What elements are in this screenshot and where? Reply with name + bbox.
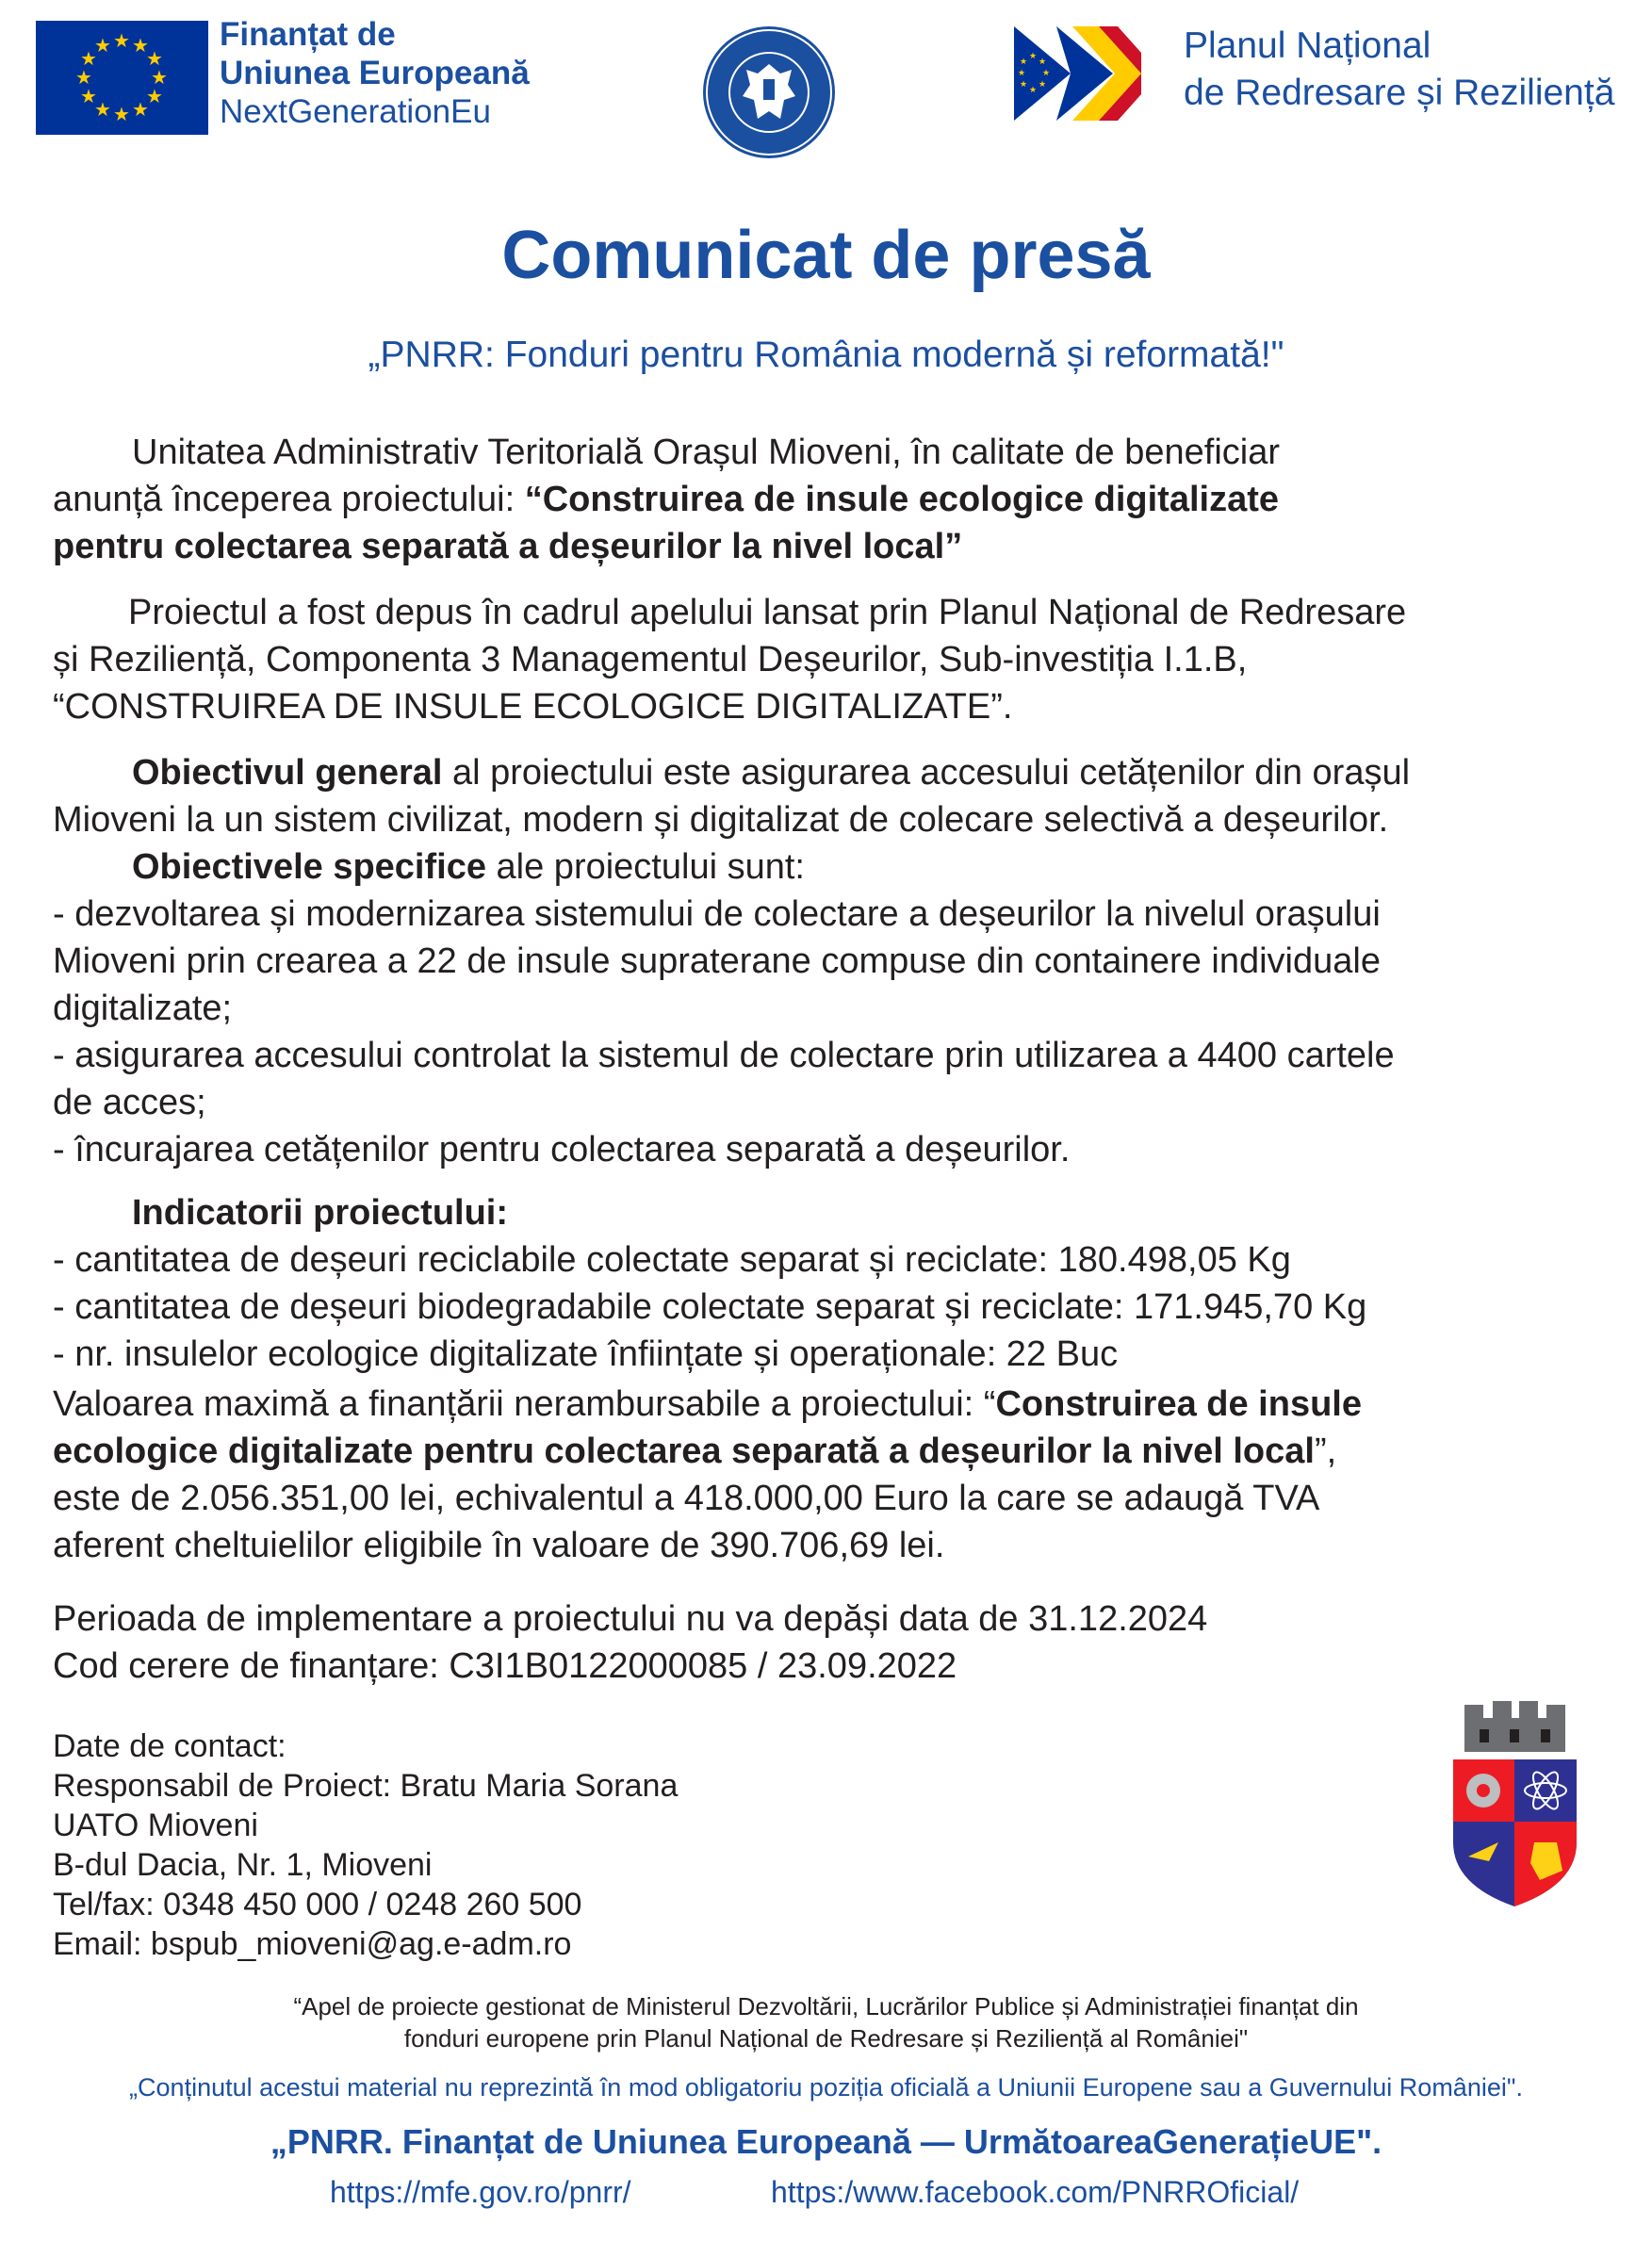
eu-funding-line3: NextGenerationEu — [220, 93, 491, 130]
pnrr-slogan: „PNRR. Finanțat de Uniunea Europeană — UrmătoareaGenerațieUE". — [270, 2122, 1382, 2161]
project-name-part2: pentru colectarea separată a deșeurilor la nivel local” — [53, 527, 963, 566]
svg-text:★: ★ — [1041, 69, 1051, 78]
indicators-label: Indicatorii proiectului: — [132, 1193, 509, 1233]
svg-text:★: ★ — [113, 29, 130, 52]
indicator-item-1: - cantitatea de deșeuri reciclabile colectate separat și reciclate: 180.498,05 Kg — [53, 1240, 1291, 1280]
page-title: Comunicat de presă — [501, 218, 1151, 293]
svg-text:★: ★ — [1017, 69, 1026, 78]
pnrr-logo-line2: de Redresare și Reziliență — [1184, 73, 1615, 113]
mioveni-coat-of-arms-icon — [1451, 1701, 1578, 1908]
eu-flag-icon — [36, 21, 208, 135]
pnrr-logo-line1: Planul Național — [1184, 25, 1431, 66]
funding-value-section — [53, 1381, 1561, 1569]
objectives-section — [53, 749, 1561, 1173]
svg-text:★: ★ — [94, 34, 111, 57]
general-objective-text: al proiectului este asigurarea accesului cetățenilor din orașul — [442, 753, 1411, 793]
specific-objectives-label: Obiectivele specifice — [132, 847, 486, 887]
mfe-link[interactable]: https://mfe.gov.ro/pnrr/ — [330, 2175, 631, 2209]
svg-text:★: ★ — [80, 47, 97, 70]
general-objective-line2: Mioveni la un sistem civilizat, modern și digitalizat de colecare selectivă a deșeurilor. — [53, 800, 1389, 840]
svg-text:★: ★ — [1028, 86, 1038, 95]
value-line4: aferent cheltuielilor eligibile în valoare de 390.706,69 lei. — [53, 1526, 945, 1565]
intro-line1: Unitatea Administrativ Teritorială Orașul Mioveni, în calitate de beneficiar — [132, 433, 1280, 472]
call-paragraph — [53, 589, 1561, 730]
eu-funding-line2: Uniunea Europeană — [220, 55, 530, 91]
svg-text:★: ★ — [1038, 80, 1047, 90]
call-line1: Proiectul a fost depus în cadrul apelului lansat prin Planul Național de Redresare — [128, 593, 1407, 632]
objective-item-2-line1: - asigurarea accesului controlat la sistemul de colectare prin utilizarea a 4400 cartele — [53, 1036, 1395, 1075]
svg-text:★: ★ — [132, 98, 149, 121]
svg-text:★: ★ — [94, 98, 111, 121]
indicator-item-2: - cantitatea de deșeuri biodegradabile colectate separat și reciclate: 171.945,70 Kg — [53, 1287, 1367, 1327]
contact-section — [53, 1726, 678, 1964]
svg-text:★: ★ — [1038, 57, 1047, 67]
pnrr-logo-text — [1184, 23, 1614, 117]
value-line3: este de 2.056.351,00 lei, echivalentul a 418.000,00 Euro la care se adaugă TVA — [53, 1479, 1320, 1518]
general-objective-label: Obiectivul general — [132, 753, 443, 793]
call-line2: și Reziliență, Componenta 3 Managementul Deșeurilor, Sub-investiția I.1.B, — [53, 640, 1248, 679]
contact-email[interactable]: Email: bspub_mioveni@ag.e-adm.ro — [53, 1926, 572, 1962]
svg-text:★: ★ — [80, 85, 97, 107]
call-management-line2: fonduri europene prin Planul Național de Redresare și Reziliență al României" — [403, 2024, 1249, 2053]
svg-text:★: ★ — [113, 103, 130, 125]
svg-text:★: ★ — [1019, 80, 1028, 90]
contact-address: B-dul Dacia, Nr. 1, Mioveni — [53, 1847, 433, 1883]
svg-text:★: ★ — [146, 47, 163, 70]
pnrr-logo-icon — [1014, 26, 1141, 121]
svg-text:★: ★ — [1028, 52, 1038, 61]
objective-item-3-line1: - încurajarea cetățenilor pentru colectarea separată a deșeurilor. — [53, 1130, 1071, 1170]
objective-item-1-line1: - dezvoltarea și modernizarea sistemului de colectare a deșeurilor la nivelul orașului — [53, 894, 1381, 934]
svg-text:★: ★ — [151, 66, 168, 89]
objective-item-2-line2: de acces; — [53, 1083, 206, 1122]
objective-item-1-line3: digitalizate; — [53, 989, 233, 1028]
eu-funding-line1: Finanțat de — [220, 16, 396, 53]
call-management-line1: “Apel de proiecte gestionat de Ministerul Dezvoltării, Lucrărilor Publice și Administrației finanțat din — [293, 1992, 1359, 2020]
eu-funding-text — [220, 15, 615, 131]
page-subtitle: „PNRR: Fonduri pentru România modernă și reformată!" — [368, 335, 1284, 375]
disclaimer: „Conținutul acestui material nu reprezintă în mod obligatoriu poziția oficială a Uniunii Europene sau a Guvernului României". — [129, 2073, 1523, 2102]
intro-paragraph — [53, 429, 1561, 570]
svg-text:★: ★ — [1019, 57, 1028, 67]
indicator-item-3: - nr. insulelor ecologice digitalizate înființate și operaționale: 22 Buc — [53, 1334, 1119, 1374]
value-project-part1: Construirea de insule — [995, 1384, 1362, 1424]
project-name-part1: “Construirea de insule ecologice digitalizate — [524, 480, 1279, 519]
call-management-note — [0, 1990, 1652, 2054]
call-line3: “CONSTRUIREA DE INSULE ECOLOGICE DIGITALIZATE”. — [53, 687, 1013, 727]
objective-item-1-line2: Mioveni prin crearea a 22 de insule supraterane compuse din containere individuale — [53, 941, 1381, 981]
implementation-period: Perioada de implementare a proiectului nu va depăși data de 31.12.2024 — [53, 1599, 1208, 1639]
intro-line2-text: anunță începerea proiectului: — [53, 480, 525, 519]
period-section — [53, 1595, 1561, 1690]
romanian-government-seal-icon — [701, 25, 837, 160]
facebook-link[interactable]: https:/www.facebook.com/PNRROficial/ — [771, 2175, 1300, 2209]
value-line1-text: Valoarea maximă a finanțării nerambursabile a proiectului: “ — [53, 1384, 996, 1424]
svg-text:★: ★ — [146, 85, 163, 107]
specific-objectives-text: ale proiectului sunt: — [485, 847, 805, 887]
value-line2-end: ”, — [1314, 1431, 1337, 1471]
funding-request-code: Cod cerere de finanțare: C3I1B0122000085 / 23.09.2022 — [53, 1646, 957, 1686]
svg-text:★: ★ — [132, 34, 149, 57]
svg-text:★: ★ — [75, 66, 92, 89]
indicators-section — [53, 1189, 1561, 1378]
contact-heading: Date de contact: — [53, 1728, 286, 1764]
contact-phone: Tel/fax: 0348 450 000 / 0248 260 500 — [53, 1887, 582, 1922]
value-project-part2: ecologice digitalizate pentru colectarea separată a deșeurilor la nivel local — [53, 1431, 1315, 1471]
contact-org: UATO Mioveni — [53, 1808, 258, 1843]
contact-responsible: Responsabil de Proiect: Bratu Maria Sorana — [53, 1768, 679, 1804]
